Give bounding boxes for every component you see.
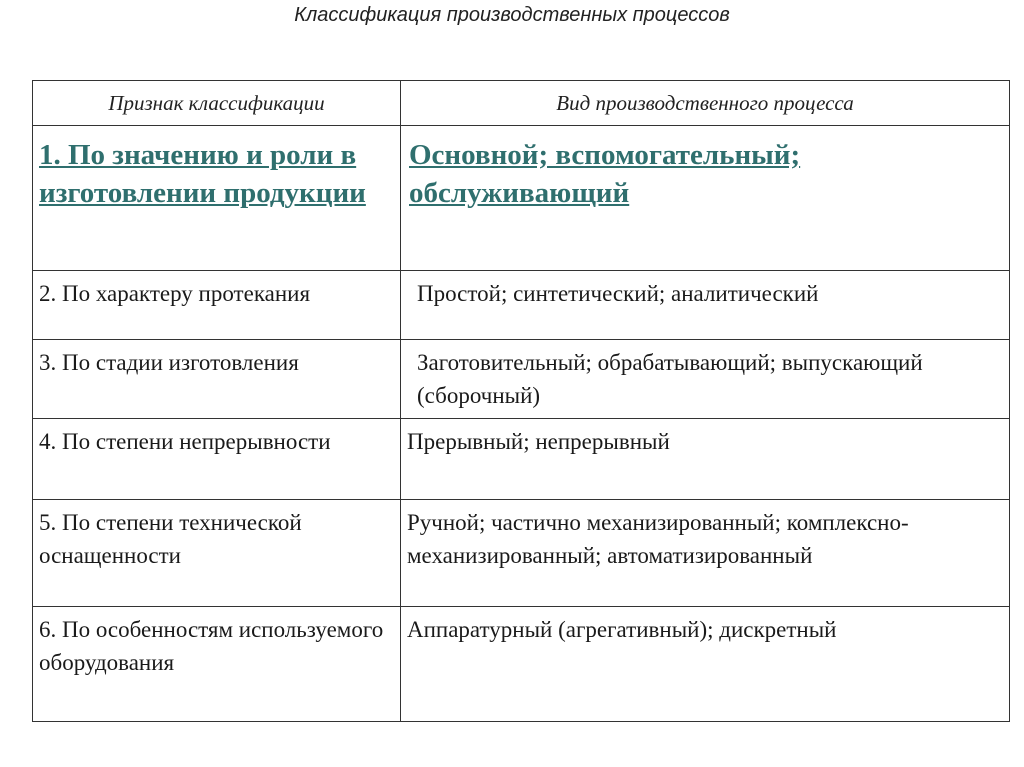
table-header-row <box>33 81 1010 126</box>
criterion-cell: 2. По характеру протекания <box>33 271 401 340</box>
types-cell: Простой; синтетический; аналитический <box>401 271 1010 340</box>
header-process-type: Вид производственного процесса <box>401 81 1010 126</box>
criterion-cell: 1. По значению и роли в изготовлении продукции <box>33 126 401 271</box>
types-cell: Ручной; частично механизированный; комплексно-механизированный; автоматизированный <box>401 500 1010 607</box>
criterion-cell: 3. По стадии изготовления <box>33 340 401 419</box>
types-cell: Заготовительный; обрабатывающий; выпускающий (сборочный) <box>401 340 1010 419</box>
page-title: Классификация производственных процессов <box>294 4 730 26</box>
types-cell: Основной; вспомогательный; обслуживающий <box>401 126 1010 271</box>
table-row <box>33 271 1010 340</box>
criterion-cell: 6. По особенностям используемого оборудования <box>33 607 401 722</box>
types-cell: Прерывный; непрерывный <box>401 419 1010 500</box>
criterion-cell: 4. По степени непрерывности <box>33 419 401 500</box>
table-row <box>33 126 1010 271</box>
criterion-cell: 5. По степени технической оснащенности <box>33 500 401 607</box>
classification-table <box>32 80 1010 722</box>
header-criterion: Признак классификации <box>33 81 401 126</box>
table-row <box>33 419 1010 500</box>
table-row <box>33 607 1010 722</box>
types-cell: Аппаратурный (агрегативный); дискретный <box>401 607 1010 722</box>
table-row <box>33 340 1010 419</box>
table-row <box>33 500 1010 607</box>
